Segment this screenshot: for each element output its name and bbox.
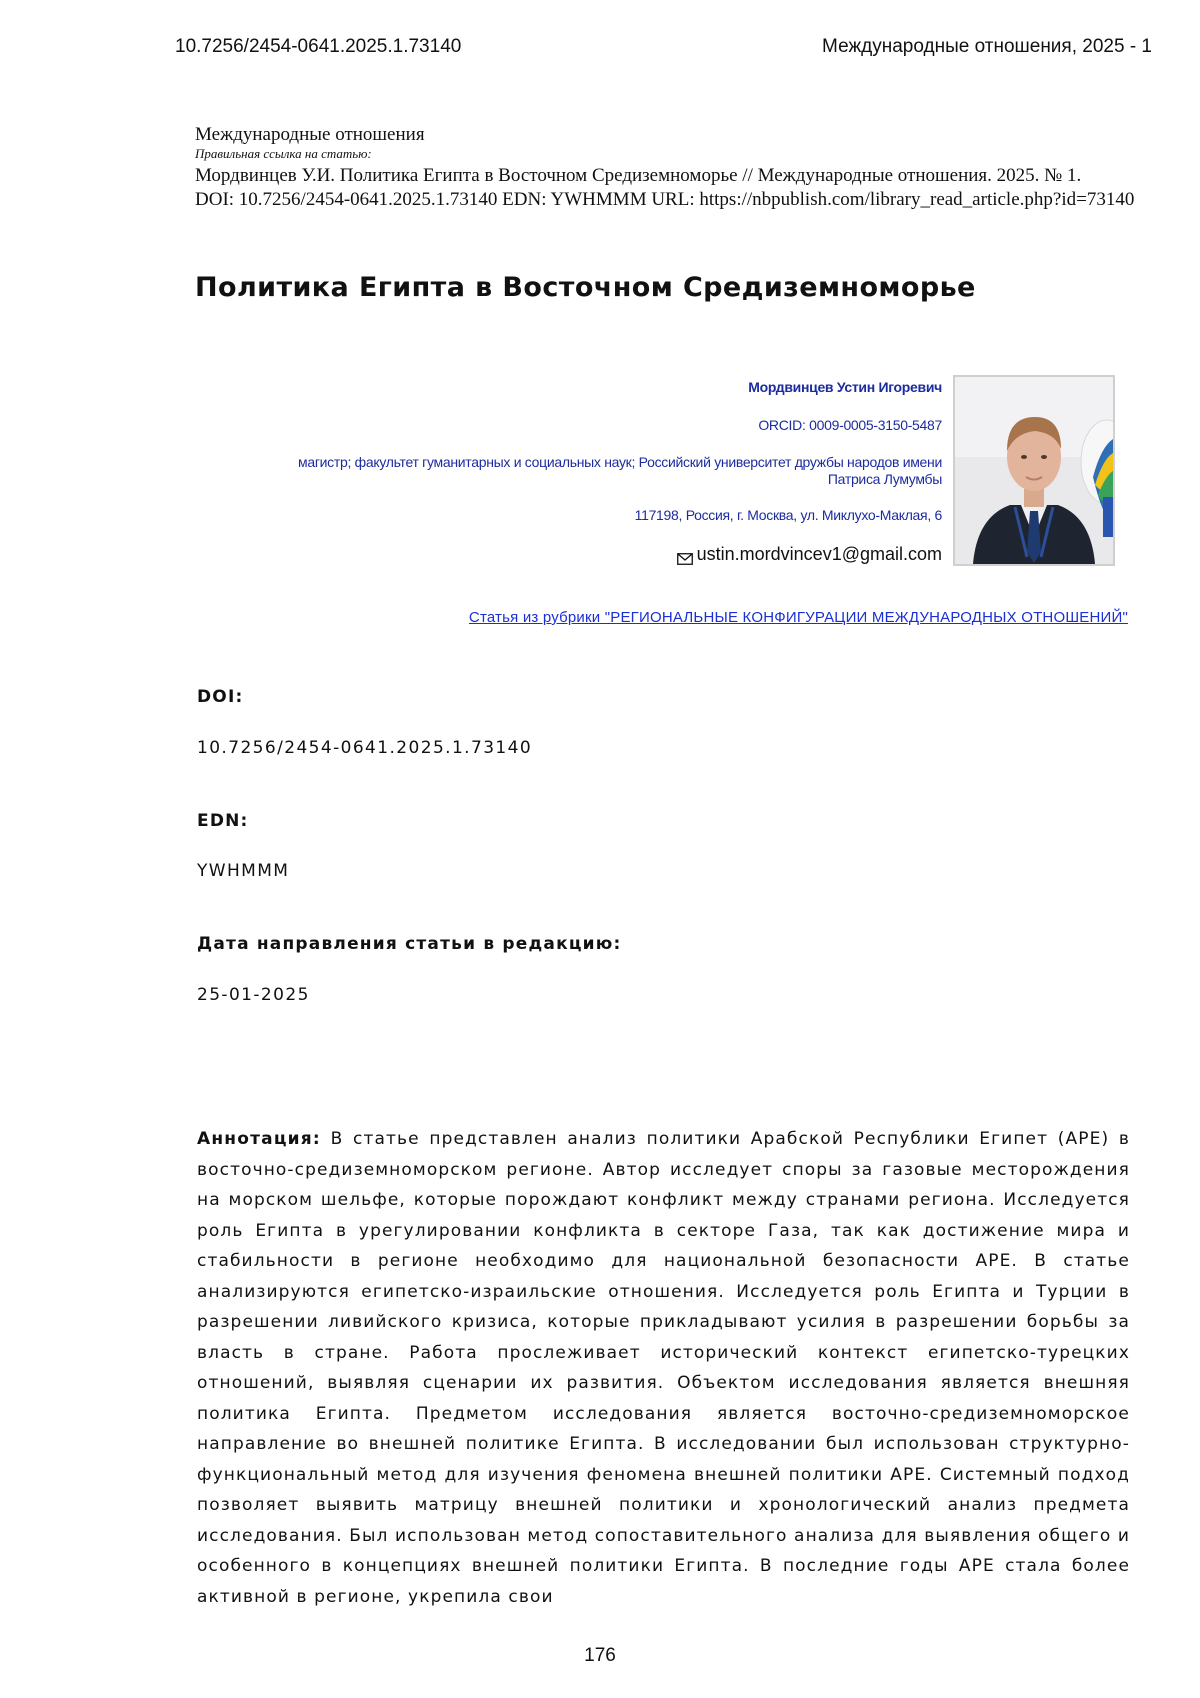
author-email-row [262,544,942,565]
citation-block [195,124,1155,212]
abstract-text: В статье представлен анализ политики Арабской Республики Египет (АРЕ) в восточно-средиземноморском регионе. Автор исследует споры за газовые месторождения на морском шельфе, которые порождают конфликт между странами региона. Исследуется роль Египта в урегулировании конфликта в секторе Газа, так как достижение мира и стабильности в регионе необходимо для национальной безопасности АРЕ. В статье анализируются египетско-израильские отношения. Исследуется роль Египта и Турции в разрешении ливийского кризиса, которые прикладывают усилия в разрешении борьбы за власть в стране. Работа прослеживает исторический контекст египетско-турецких отношений, выявляя сценарии их развития. Объектом исследования является внешняя политика Египта. Предметом исследования является восточно-средиземноморское направление во внешней политике Египта. В исследовании был использован структурно-функциональный метод для изучения феномена внешней политики АРЕ. Системный подход позволяет выявить матрицу внешней политики и хронологический анализ предмета исследования. Был использован метод сопоставительного анализа для выявления общего и особенного в концепциях внешней политики Египта. В последние годы АРЕ стала более активной в регионе, укрепила свои [197,1129,1130,1607]
abstract [197,1124,1130,1612]
author-block [262,378,942,565]
edn-label: EDN: [197,811,249,831]
citation-label: Правильная ссылка на статью: [195,146,372,161]
submission-date-value: 25-01-2025 [197,985,310,1005]
citation-line-1: Мордвинцев У.И. Политика Египта в Восточном Средиземноморье // Международные отношения. 2025. № 1. [195,165,1082,186]
doi-label: DOI: [197,687,244,707]
running-header-journal: Международные отношения, 2025 - 1 [822,36,1152,57]
envelope-icon [677,549,693,561]
author-email[interactable]: ustin.mordvincev1@gmail.com [696,544,942,564]
article-title: Политика Египта в Восточном Средиземноморье [195,272,976,303]
submission-date-label: Дата направления статьи в редакцию: [197,934,622,954]
running-header-doi: 10.7256/2454-0641.2025.1.73140 [175,36,462,57]
page-number: 176 [584,1645,616,1666]
author-orcid: ORCID: 0009-0005-3150-5487 [758,417,942,433]
abstract-label: Аннотация: [197,1129,321,1149]
author-address: 117198, Россия, г. Москва, ул. Миклухо-Маклая, 6 [634,507,942,523]
edn-value: YWHMMM [197,861,290,881]
doi-value: 10.7256/2454-0641.2025.1.73140 [197,738,533,758]
citation-line-2: DOI: 10.7256/2454-0641.2025.1.73140 EDN: YWHMMM URL: https://nbpublish.com/library_read_article.php?id=73140 [195,189,1135,210]
author-name: Мордвинцев Устин Игоревич [748,379,942,395]
author-affiliation: магистр; факультет гуманитарных и социальных наук; Российский университет дружбы народов имени Патриса Лумумбы [298,454,942,487]
citation-journal-name: Международные отношения [195,124,425,145]
rubric-link[interactable]: Статья из рубрики "РЕГИОНАЛЬНЫЕ КОНФИГУРАЦИИ МЕЖДУНАРОДНЫХ ОТНОШЕНИЙ" [468,609,1128,626]
author-photo [953,375,1115,566]
